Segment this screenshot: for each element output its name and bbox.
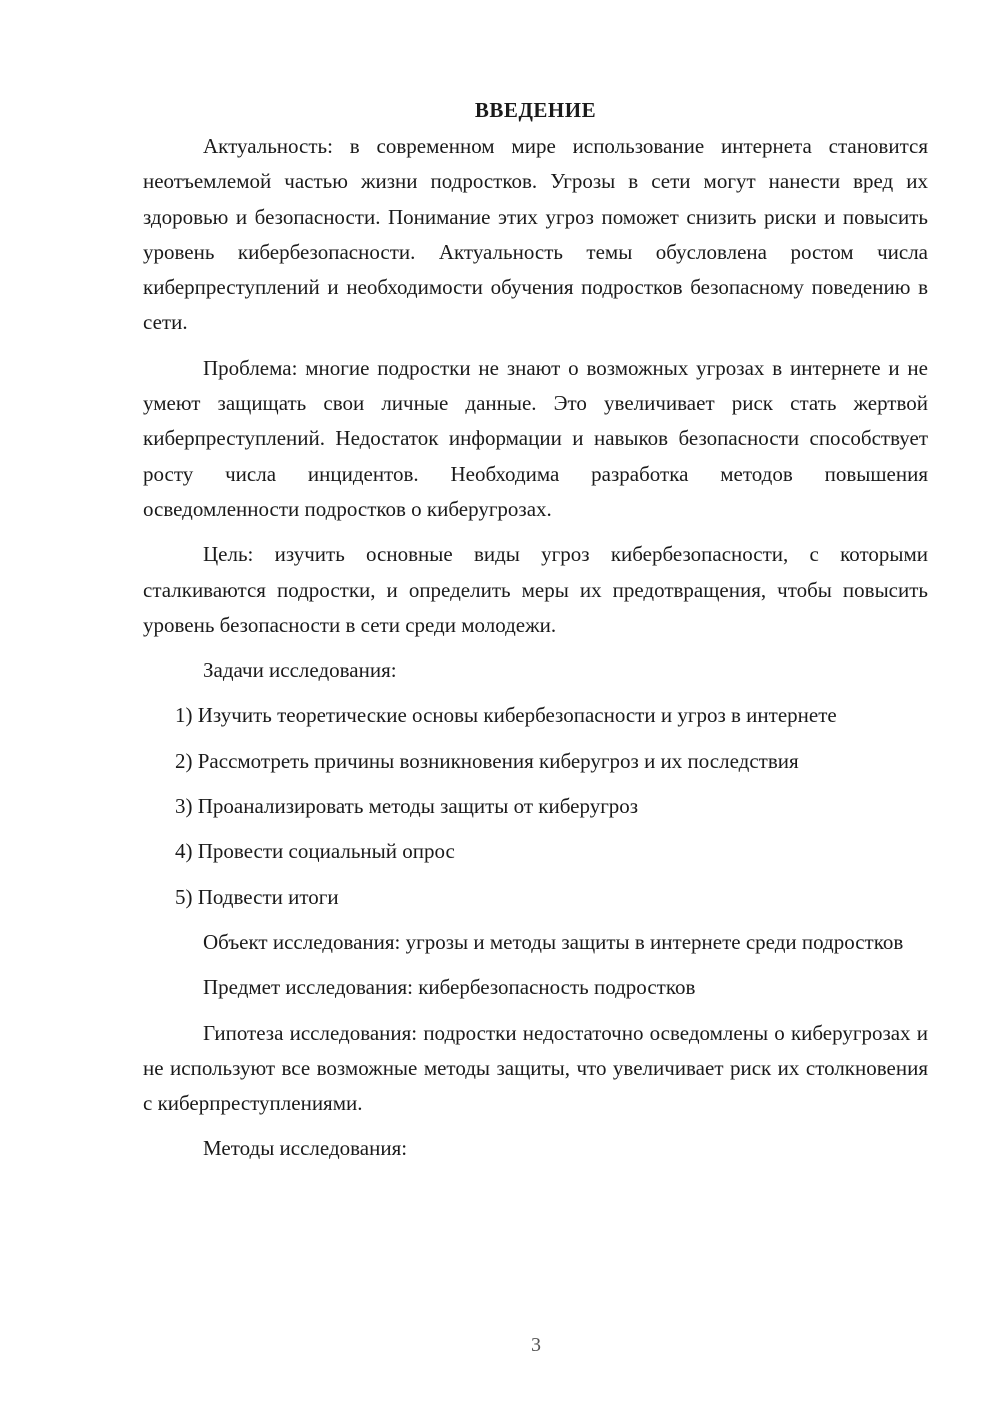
tasks-list (143, 698, 928, 914)
subject-paragraph: Предмет исследования: кибербезопасность подростков (203, 975, 696, 1000)
task-item-2: 2) Рассмотреть причины возникновения киберугроз и их последствия (175, 748, 799, 773)
relevance-paragraph: Актуальность: в современном мире использование интернета становится неотъемлемой частью жизни подростков. Угрозы в сети могут нанести вред их здоровью и безопасности. Понимание этих угроз поможет снизить риски и повысить уровень кибербезопасности. Актуальность темы обусловлена ростом числа киберпреступлений и необходимости обучения подростков безопасному поведению в сети. (143, 134, 928, 335)
object-paragraph: Объект исследования: угрозы и методы защиты в интернете среди подростков (203, 929, 904, 954)
goal-paragraph: Цель: изучить основные виды угроз кибербезопасности, с которыми сталкиваются подростки, и определить меры их предотвращения, чтобы повысить уровень безопасности в сети среди молодежи. (143, 542, 928, 637)
hypothesis-paragraph: Гипотеза исследования: подростки недостаточно осведомлены о киберугрозах и не используют все возможные методы защиты, что увеличивает риск их столкновения с киберпреступлениями. (143, 1020, 928, 1116)
section-title: ВВЕДЕНИЕ (474, 98, 597, 122)
page-number: 3 (531, 1334, 541, 1356)
tasks-heading: Задачи исследования: (203, 658, 397, 683)
methods-heading: Методы исследования: (203, 1136, 408, 1161)
task-item-5: 5) Подвести итоги (175, 884, 339, 909)
task-item-4: 4) Провести социальный опрос (175, 839, 455, 864)
document-page (143, 95, 928, 1177)
task-item-3: 3) Проанализировать методы защиты от киберугроз (175, 794, 639, 819)
problem-paragraph: Проблема: многие подростки не знают о возможных угрозах в интернете и не умеют защищать свои личные данные. Это увеличивает риск стать жертвой киберпреступлений. Недостаток информации и навыков безопасности способствует росту числа инцидентов. Необходима разработка методов повышения осведомленности подростков о киберугрозах. (143, 355, 928, 521)
task-item-1: 1) Изучить теоретические основы кибербезопасности и угроз в интернете (175, 703, 837, 728)
